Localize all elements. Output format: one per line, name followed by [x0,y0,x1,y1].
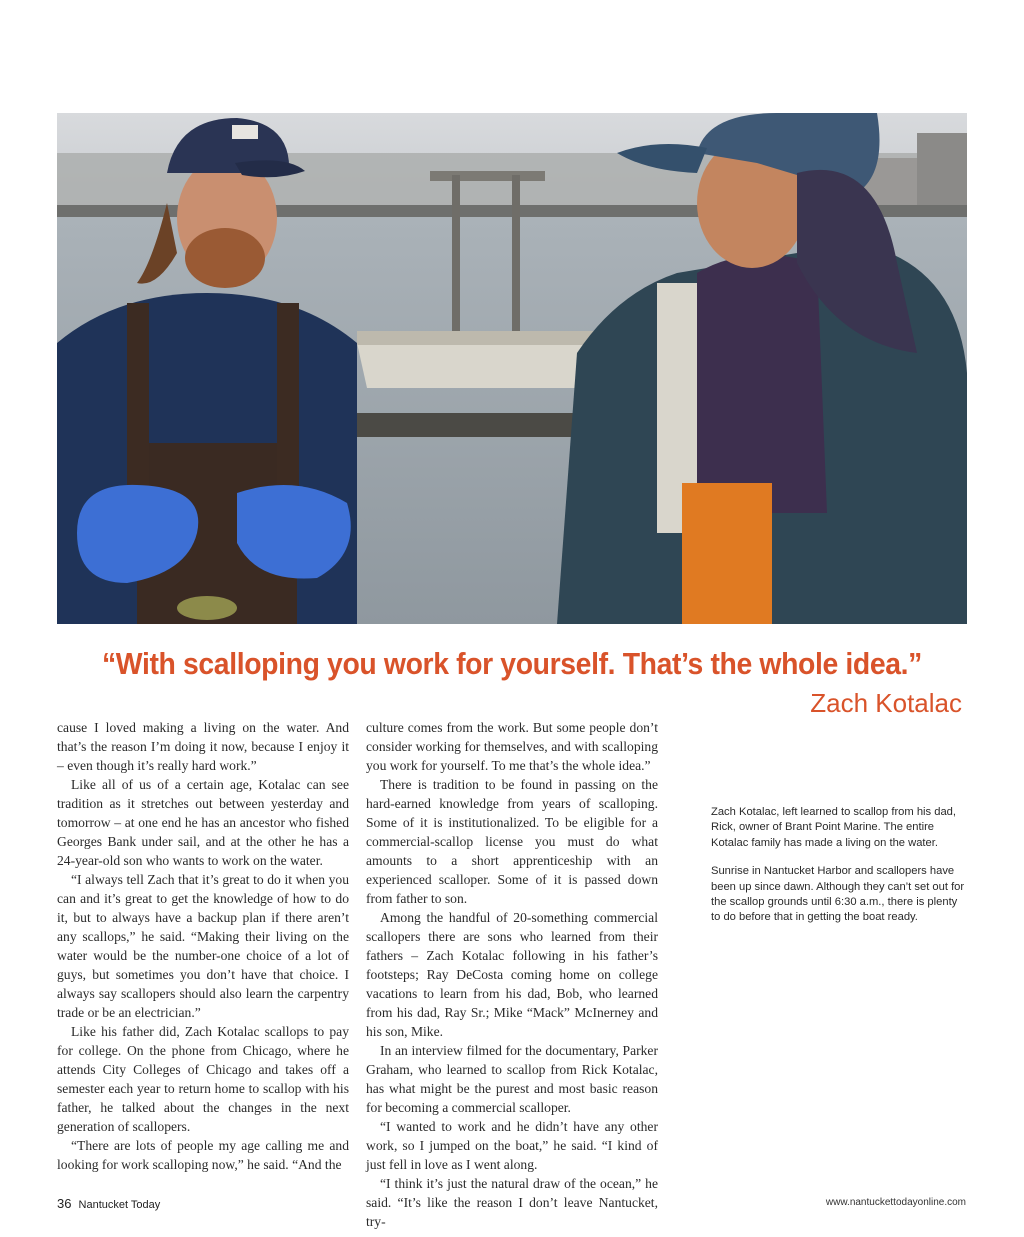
footer-folio [57,1196,160,1211]
paragraph: In an interview filmed for the documentary, Parker Graham, who learned to scallop from Rick Kotalac, has what might be the purest and most basic reason for becoming a commercial scalloper. [366,1043,658,1115]
paragraph: “There are lots of people my age calling me and looking for work scalloping now,” he said. “And the [57,1138,349,1172]
paragraph: “I think it’s just the natural draw of the ocean,” he said. “It’s like the reason I don’t leave Nantucket, try- [366,1176,658,1229]
paragraph: There is tradition to be found in passing on the hard-earned knowledge from years of scalloping. Some of it is institutionalized. To be eligible for a commercial-scallop license you must do what amounts to a short apprenticeship with an experienced scalloper. Some of it is passed down from father to son. [366,777,658,906]
paragraph: Like his father did, Zach Kotalac scallops to pay for college. On the phone from Chicago, where he attends City Colleges of Chicago and takes off a semester each year to return home to scallop with his father, he talked about the changes in the next generation of scallopers. [57,1024,349,1134]
scallopers-photo-illustration [57,113,967,624]
pull-quote-attribution: Zach Kotalac [810,688,962,718]
paragraph: Like all of us of a certain age, Kotalac can see tradition as it stretches out between yesterday and tomorrow – at one end he has an ancestor who fished Georges Bank under sail, and at the other he has a 24-year-old son who wants to work on the water. [57,777,349,868]
footer-url[interactable]: www.nantuckettodayonline.com [825,1197,966,1208]
photo-captions [711,805,966,939]
paragraph: culture comes from the work. But some people don’t consider working for themselves, and with scalloping you work for yourself. To me that’s the whole idea.” [366,720,658,773]
caption: Sunrise in Nantucket Harbor and scallopers have been up since dawn. Although they can’t set out for the scallop grounds until 6:30 a.m., there is plenty to do before that in getting the boat ready. [711,865,965,924]
paragraph: “I always tell Zach that it’s great to do it when you can and it’s great to get the knowledge of how to do it, but to always have a backup plan if there aren’t any scallops,” he said. “Making their living on the water would be the number-one choice of a lot of guys, but sometimes you don’t have that choice. I always say scallopers should also learn the carpentry trade or be an electrician.” [57,872,349,1020]
pull-quote: “With scalloping you work for yourself. That’s the whole idea.” [101,647,922,681]
paragraph: cause I loved making a living on the water. And that’s the reason I’m doing it now, because I enjoy it – even though it’s really hard work.” [57,720,349,773]
paragraph: Among the handful of 20-something commercial scallopers there are sons who learned from their fathers – Zach Kotalac following in his father’s footsteps; Ray DeCosta coming home on college vacations to learn from his dad, Bob, who learned from his dad, Ray Sr.; Mike “Mack” McInerney and his son, Mike. [366,910,658,1039]
article-column-1 [57,718,349,1174]
feature-photo [57,113,967,624]
page-number: 36 [57,1196,72,1211]
paragraph: “I wanted to work and he didn’t have any other work, so I jumped on the boat,” he said. “I kind of just fell in love as I went along. [366,1119,658,1172]
caption: Zach Kotalac, left learned to scallop from his dad, Rick, owner of Brant Point Marine. The entire Kotalac family has made a living on the water. [711,806,957,849]
publication-name: Nantucket Today [78,1199,161,1211]
article-column-2 [366,718,658,1231]
